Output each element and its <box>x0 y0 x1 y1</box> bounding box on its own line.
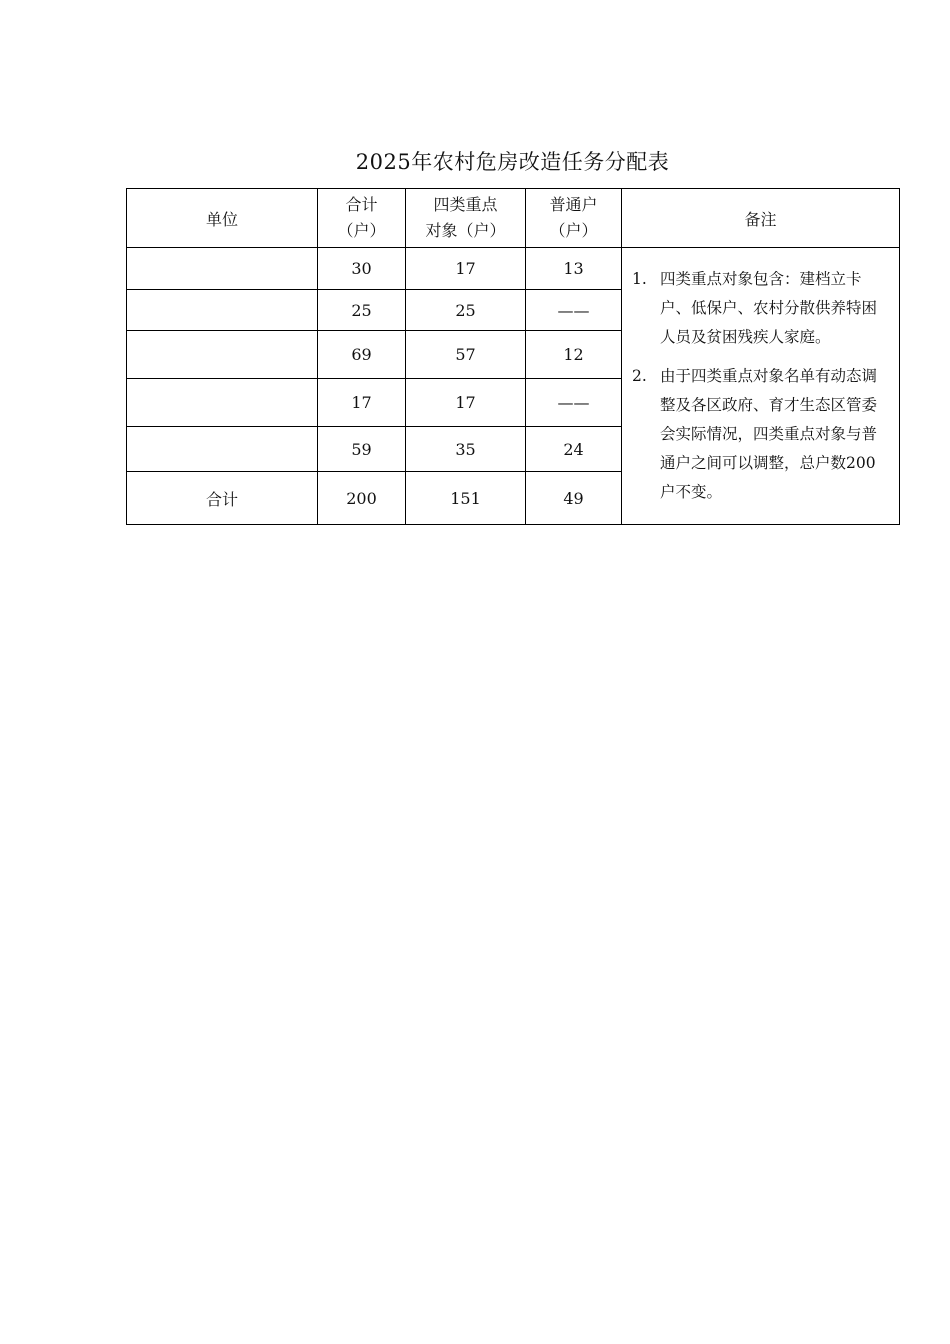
cell-unit <box>127 248 318 290</box>
note-number: 1. <box>632 270 647 288</box>
note-text: 由于四类重点对象名单有动态调整及各区政府、育才生态区管委会实际情况，四类重点对象与普通户之间可以调整，总户数200户不变。 <box>660 367 878 501</box>
cell-unit <box>127 427 318 472</box>
note-item <box>632 362 885 507</box>
cell-total: 69 <box>318 331 406 379</box>
cell-sum-ordinary: 49 <box>526 472 622 525</box>
cell-sum-total: 200 <box>318 472 406 525</box>
header-key-targets: 四类重点 对象（户） <box>406 189 526 248</box>
cell-ordinary: 12 <box>526 331 622 379</box>
allocation-table <box>126 188 900 525</box>
document-title: 2025年农村危房改造任务分配表 <box>355 150 670 174</box>
cell-total: 25 <box>318 290 406 331</box>
note-number: 2. <box>632 367 647 385</box>
cell-total: 17 <box>318 379 406 427</box>
cell-unit <box>127 379 318 427</box>
cell-ordinary: —— <box>526 290 622 331</box>
cell-key-targets: 35 <box>406 427 526 472</box>
table-row <box>127 248 900 290</box>
cell-sum-key-targets: 151 <box>406 472 526 525</box>
cell-total: 30 <box>318 248 406 290</box>
header-unit: 单位 <box>127 189 318 248</box>
table-header-row <box>127 189 900 248</box>
cell-key-targets: 57 <box>406 331 526 379</box>
header-remarks: 备注 <box>622 189 900 248</box>
note-item <box>632 265 885 352</box>
cell-key-targets: 25 <box>406 290 526 331</box>
header-ordinary: 普通户 （户） <box>526 189 622 248</box>
note-text: 四类重点对象包含：建档立卡户、低保户、农村分散供养特困人员及贫困残疾人家庭。 <box>660 270 878 346</box>
cell-total: 59 <box>318 427 406 472</box>
cell-ordinary: 24 <box>526 427 622 472</box>
cell-unit <box>127 290 318 331</box>
header-total: 合计 （户） <box>318 189 406 248</box>
cell-key-targets: 17 <box>406 248 526 290</box>
cell-ordinary: 13 <box>526 248 622 290</box>
cell-ordinary: —— <box>526 379 622 427</box>
cell-key-targets: 17 <box>406 379 526 427</box>
cell-unit <box>127 331 318 379</box>
cell-sum-label: 合计 <box>127 472 318 525</box>
remarks-cell <box>622 248 900 525</box>
